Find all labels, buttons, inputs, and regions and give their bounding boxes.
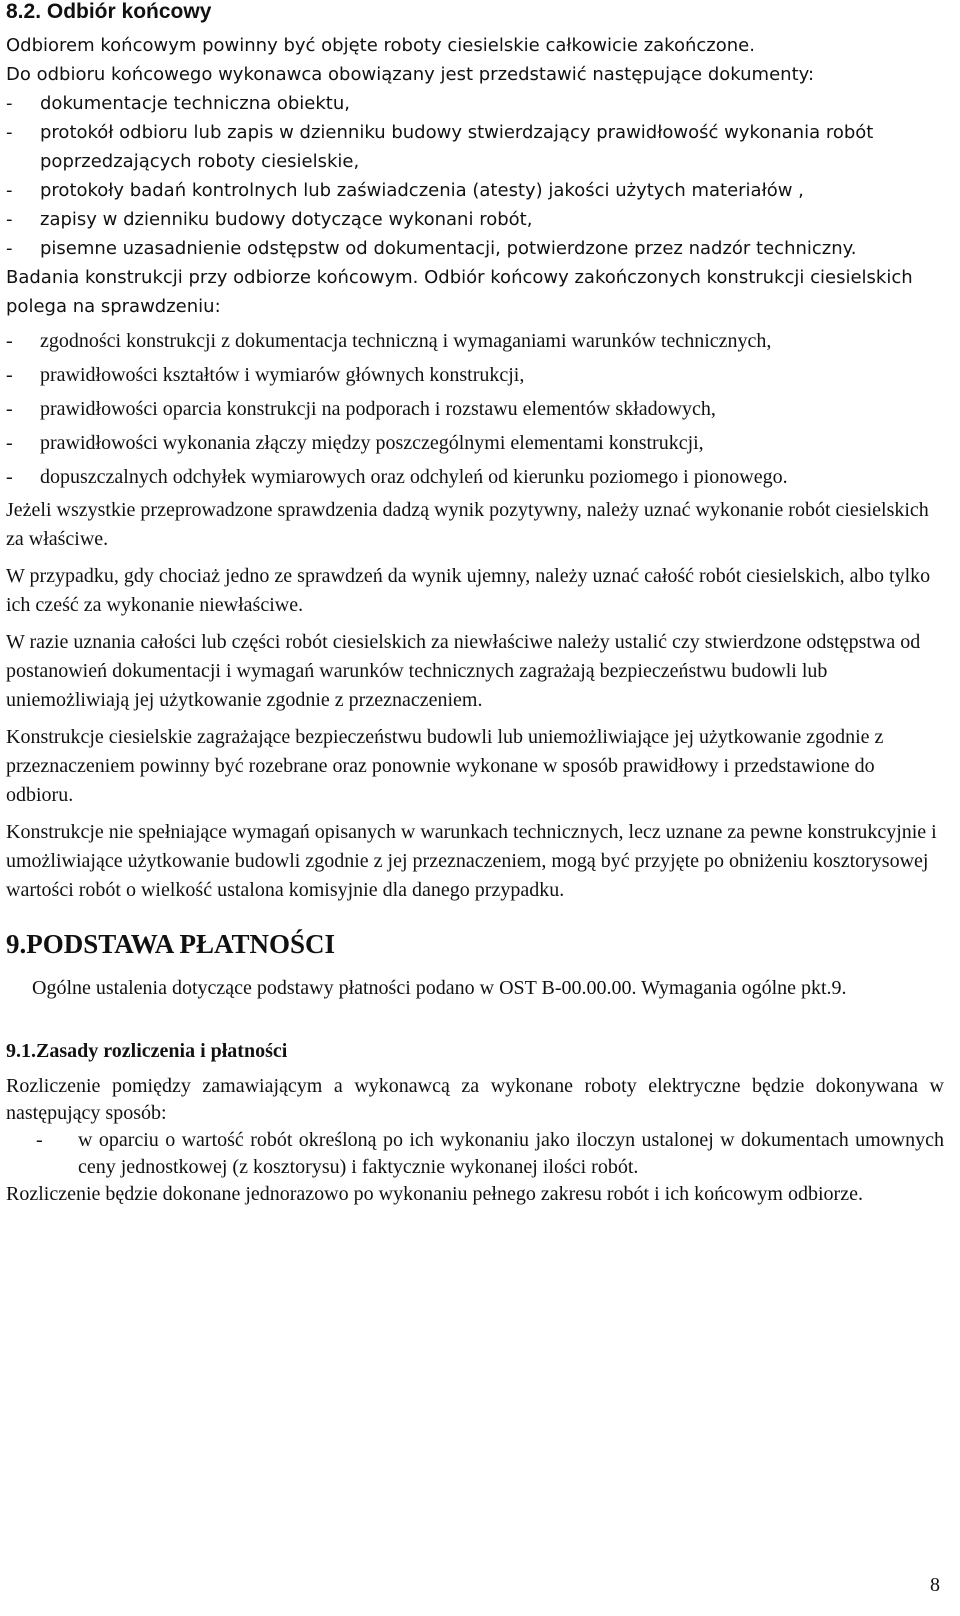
section-heading-9: 9.PODSTAWA PŁATNOŚCI	[6, 929, 336, 959]
documents-list	[6, 89, 944, 263]
section-9-1-body	[6, 1073, 944, 1208]
section-heading-9-1: 9.1.Zasady rozliczenia i płatności	[6, 1040, 288, 1062]
section-8-2-serif-body	[6, 327, 944, 905]
list-item: - protokół odbioru lub zapis w dzienniku budowy stwierdzający prawidłowość wykonania robót poprzedzających roboty ciesielskie,	[6, 118, 944, 176]
list-item: - prawidłowości kształtów i wymiarów głównych konstrukcji,	[6, 361, 944, 390]
list-item: - protokoły badań kontrolnych lub zaświadczenia (atesty) jakości użytych materiałów ,	[6, 176, 944, 205]
paragraph-deviations: W razie uznania całości lub części robót ciesielskich za niewłaściwe należy ustalić czy stwierdzone odstępstwa od postanowień dokumentacji i wymagań warunków technicznych zagrażają bezpieczeństwu budowli lub uniemożliwiają jej użytkowanie zgodnie z przeznaczeniem.	[6, 631, 921, 711]
paragraph-negative-result: W przypadku, gdy chociaż jedno ze sprawdzeń da wynik ujemny, należy uznać całość robót ciesielskich, albo tylko ich cześć za wykonanie niewłaściwe.	[6, 565, 931, 616]
checks-list	[6, 327, 944, 492]
list-item: - w oparciu o wartość robót określoną po ich wykonaniu jako iloczyn ustalonej w dokumentach umownych ceny jednostkowej (z kosztorysu) i faktycznie wykonanej ilości robót.	[6, 1127, 944, 1181]
settlement-list	[6, 1127, 944, 1181]
list-item: - zgodności konstrukcji z dokumentacja techniczną i wymaganiami warunków technicznych,	[6, 327, 944, 356]
list-item: - prawidłowości wykonania złączy między poszczególnymi elementami konstrukcji,	[6, 429, 944, 458]
paragraph-documents-intro: Do odbioru końcowego wykonawca obowiązany jest przedstawić następujące dokumenty:	[6, 64, 815, 85]
list-item: - pisemne uzasadnienie odstępstw od dokumentacji, potwierdzone przez nadzór techniczny.	[6, 234, 944, 263]
paragraph-positive-result: Jeżeli wszystkie przeprowadzone sprawdzenia dadzą wynik pozytywny, należy uznać wykonanie robót ciesielskich za właściwe.	[6, 499, 929, 550]
paragraph-price-reduction: Konstrukcje nie spełniające wymagań opisanych w warunkach technicznych, lecz uznane za pewne konstrukcyjnie i umożliwiające użytkowanie budowli zgodnie z jej przeznaczeniem, mogą być przyjęte po obniżeniu kosztorysowej wartości robót o wielkość ustalona komisyjnie dla danego przypadku.	[6, 821, 937, 901]
page-number: 8	[930, 1574, 940, 1596]
document-page	[6, 0, 944, 1208]
list-item: - dopuszczalnych odchyłek wymiarowych oraz odchyleń od kierunku poziomego i pionowego.	[6, 463, 944, 492]
section-8-2-body	[6, 31, 944, 321]
paragraph-inspection-intro: Badania konstrukcji przy odbiorze końcowym. Odbiór końcowy zakończonych konstrukcji ciesielskich polega na sprawdzeniu:	[6, 267, 913, 317]
section-heading-8-2: 8.2. Odbiór końcowy	[6, 0, 212, 23]
paragraph-demolition: Konstrukcje ciesielskie zagrażające bezpieczeństwu budowli lub uniemożliwiające jej użytkowanie zgodnie z przeznaczeniem powinny być rozebrane oraz ponownie wykonane w sposób prawidłowy i przedstawione do odbioru.	[6, 726, 884, 806]
list-item: - dokumentacje techniczna obiektu,	[6, 89, 944, 118]
list-item: - prawidłowości oparcia konstrukcji na podporach i rozstawu elementów składowych,	[6, 395, 944, 424]
list-item: - zapisy w dzienniku budowy dotyczące wykonani robót,	[6, 205, 944, 234]
paragraph-settlement-intro: Rozliczenie pomiędzy zamawiającym a wykonawcą za wykonane roboty elektryczne będzie dokonywana w następujący sposób:	[6, 1075, 944, 1124]
paragraph-settlement-outro: Rozliczenie będzie dokonane jednorazowo po wykonaniu pełnego zakresu robót i ich końcowym odbiorze.	[6, 1183, 863, 1205]
paragraph-payment-basis: Ogólne ustalenia dotyczące podstawy płatności podano w OST B-00.00.00. Wymagania ogólne pkt.9.	[32, 977, 847, 999]
paragraph-final-acceptance: Odbiorem końcowym powinny być objęte roboty ciesielskie całkowicie zakończone.	[6, 35, 755, 56]
